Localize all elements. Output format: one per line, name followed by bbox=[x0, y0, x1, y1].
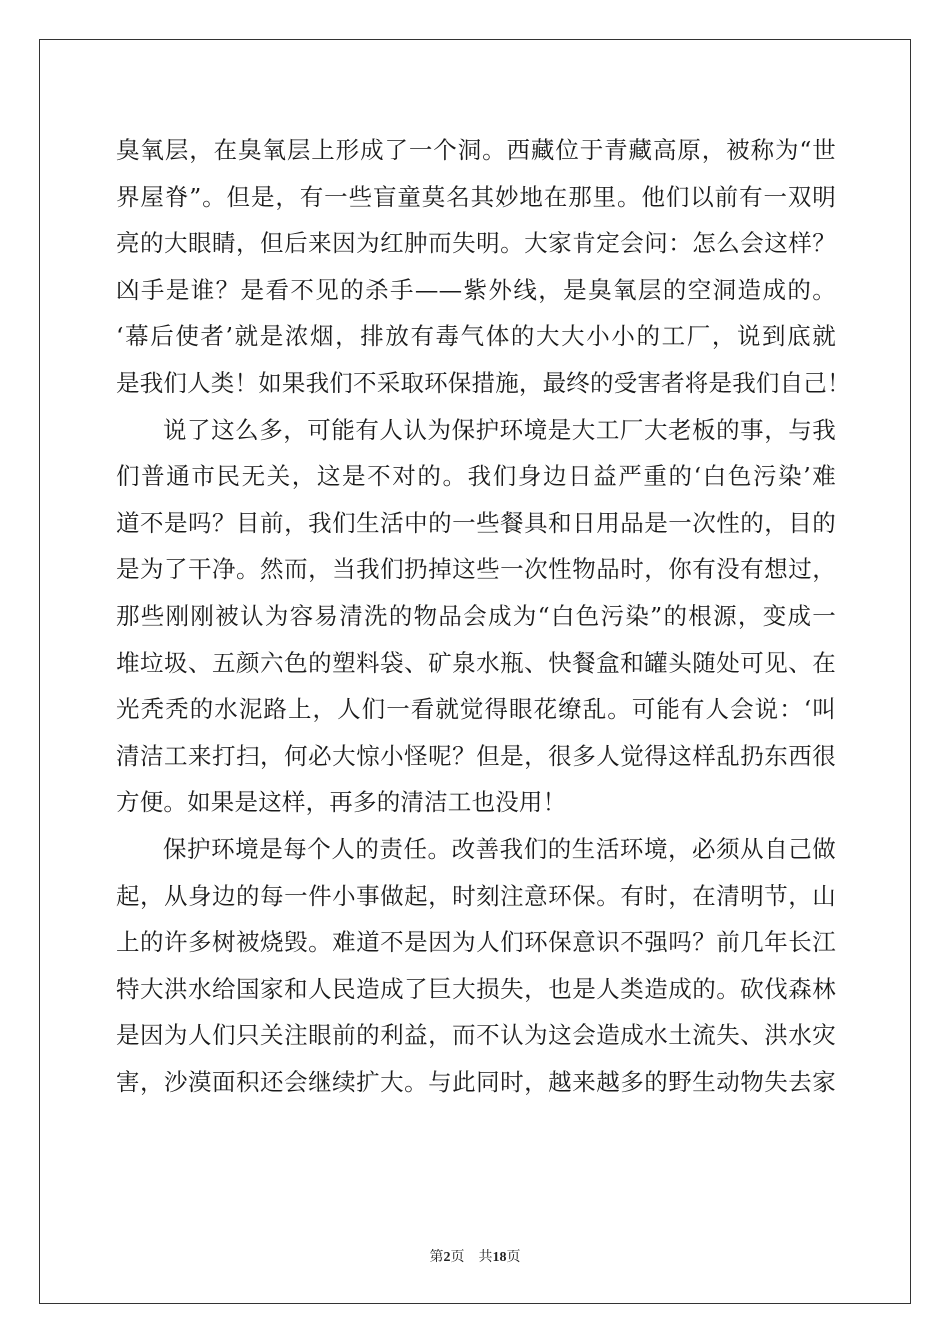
text-line: 特大洪水给国家和人民造成了巨大损失，也是人类造成的。砍伐森林 bbox=[116, 974, 836, 1003]
document-body bbox=[116, 127, 851, 1105]
text-line: 们普通市民无关，这是不对的。我们身边日益严重的‘白色污染’难 bbox=[116, 462, 836, 491]
text-line: 保护环境是每个人的责任。改善我们的生活环境，必须从自己做 bbox=[163, 834, 836, 863]
text-line: 亮的大眼睛，但后来因为红肿而失明。大家肯定会问：怎么会这样？ bbox=[116, 229, 836, 258]
footer-total-suffix: 页 bbox=[506, 1249, 521, 1265]
text-line: 起，从身边的每一件小事做起，时刻注意环保。有时，在清明节，山 bbox=[116, 881, 836, 910]
text-line: 堆垃圾、五颜六色的塑料袋、矿泉水瓶、快餐盒和罐头随处可见、在 bbox=[116, 648, 836, 677]
text-line: 方便。如果是这样，再多的清洁工也没用！ bbox=[116, 788, 567, 817]
page-footer bbox=[0, 1246, 950, 1266]
text-line: 是我们人类！如果我们不采取环保措施，最终的受害者将是我们自己！ bbox=[116, 368, 851, 397]
text-line: 凶手是谁？是看不见的杀手——紫外线，是臭氧层的空洞造成的。 bbox=[116, 275, 836, 304]
current-page-number: 2 bbox=[443, 1250, 451, 1265]
text-line: 害，沙漠面积还会继续扩大。与此同时，越来越多的野生动物失去家 bbox=[116, 1067, 836, 1096]
text-line: 是因为人们只关注眼前的利益，而不认为这会造成水土流失、洪水灾 bbox=[116, 1021, 836, 1050]
total-page-count: 18 bbox=[492, 1250, 507, 1265]
text-line: ‘幕后使者’就是浓烟，排放有毒气体的大大小小的工厂，说到底就 bbox=[116, 322, 836, 351]
text-line: 道不是吗？目前，我们生活中的一些餐具和日用品是一次性的，目的 bbox=[116, 508, 836, 537]
footer-total-prefix: 共 bbox=[478, 1249, 493, 1265]
text-line: 清洁工来打扫，何必大惊小怪呢？但是，很多人觉得这样乱扔东西很 bbox=[116, 741, 836, 770]
text-line: 臭氧层，在臭氧层上形成了一个洞。西藏位于青藏高原，被称为“世 bbox=[116, 136, 836, 164]
text-line: 那些刚刚被认为容易清洗的物品会成为“白色污染”的根源，变成一 bbox=[116, 601, 836, 630]
text-line: 光秃秃的水泥路上，人们一看就觉得眼花缭乱。可能有人会说：‘叫 bbox=[116, 695, 836, 724]
text-line: 上的许多树被烧毁。难道不是因为人们环保意识不强吗？前几年长江 bbox=[116, 928, 836, 957]
footer-page-suffix: 页 bbox=[450, 1249, 465, 1265]
text-line: 是为了干净。然而，当我们扔掉这些一次性物品时，你有没有想过， bbox=[116, 555, 836, 584]
footer-prefix: 第 bbox=[429, 1249, 444, 1265]
text-line: 说了这么多，可能有人认为保护环境是大工厂大老板的事，与我 bbox=[163, 415, 836, 444]
text-line: 界屋脊”。但是，有一些盲童莫名其妙地在那里。他们以前有一双明 bbox=[116, 182, 836, 211]
